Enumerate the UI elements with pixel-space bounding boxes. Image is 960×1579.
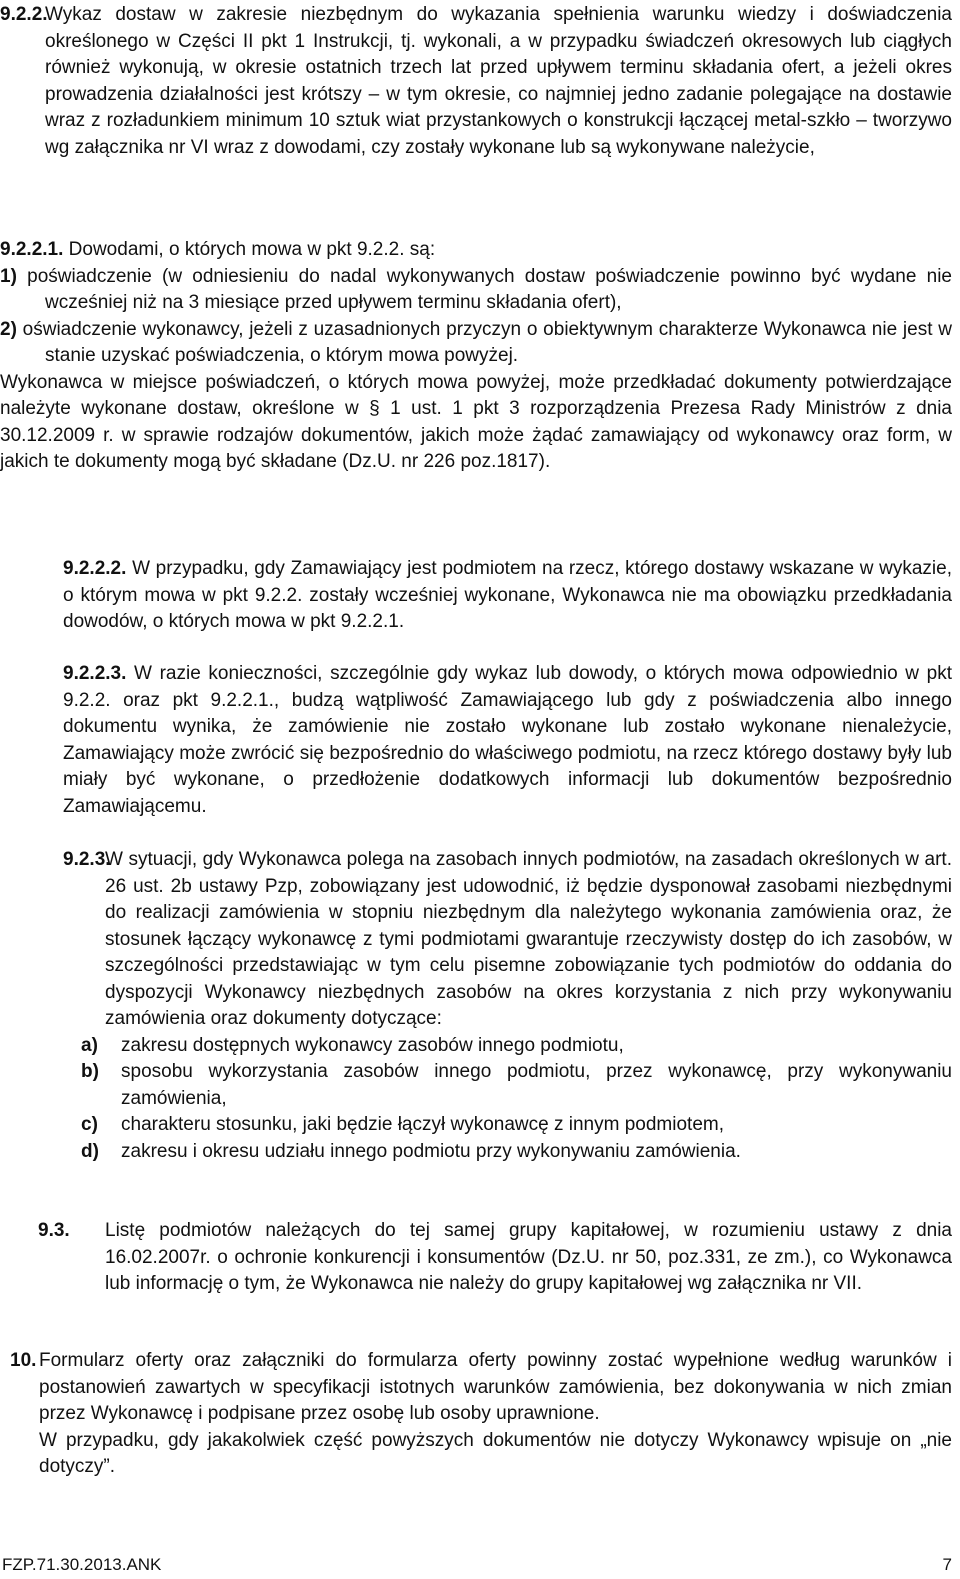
list-label: a) [81, 1034, 98, 1056]
page-number: 7 [942, 1555, 952, 1574]
section-text: W sytuacji, gdy Wykonawca polega na zasobach innych podmiotów, na zasadach określonych w art. 26 ust. 2b ustawy Pzp, zobowiązany jest udowodnić, iż będzie dysponował zasobami niezbędnymi do realizacji zamówienia w stopniu niezbędnym dla należytego wykonania zamówienia oraz, że stosunek łączący wykonawcę z tymi podmiotami gwarantuje rzeczywisty dostęp do ich zasobów, w szczególności przedstawiając w tym celu pisemne zobowiązanie tych podmiotów do oddania do dyspozycji Wykonawcy niezbędnych zasobów na okres korzystania z nich przy wykonywaniu zamówienia oraz dokumenty dotyczące: [105, 849, 952, 1029]
section-9-3 [38, 1218, 952, 1298]
section-body [63, 847, 952, 1033]
list-label: c) [81, 1114, 98, 1135]
section-number: 9.2.2.2. [63, 558, 127, 579]
section-text: Listę podmiotów należących do tej samej grupy kapitałowej, w rozumieniu ustawy z dnia 16.02.2007r. o ochronie konkurencji i konsumentów (Dz.U. nr 50, poz.331, ze zm.), co Wykonawca lub informację o tym, że Wykonawca nie należy do grupy kapitałowej wg załącznika nr VII. [105, 1220, 952, 1294]
paragraph [63, 556, 952, 636]
section-9-2-2-1 [0, 237, 952, 476]
list-item [0, 317, 952, 370]
section-body [38, 1218, 952, 1298]
section-text: Formularz oferty oraz załączniki do formularza oferty powinny zostać wypełnione według warunków i postanowień zawartych w specyfikacji istotnych warunków zamówienia, bez dokonywania w nich zmian przez Wykonawcę i podpisane przez osobę lub osoby uprawnione. [39, 1350, 952, 1424]
list-label: 1) [0, 265, 28, 287]
section-text: Dowodami, o których mowa w pkt 9.2.2. są: [68, 239, 436, 260]
paragraph: Wykonawca w miejsce poświadczeń, o których mowa powyżej, może przedkładać dokumenty potwierdzające należyte wykonane dostaw, określone w § 1 ust. 1 pkt 3 rozporządzenia Prezesa Rady Ministrów z dnia 30.12.2009 r. w sprawie rodzajów dokumentów, jakich może żądać zamawiający od wykonawcy oraz form, w jakich te dokumenty mogą być składane (Dz.U. nr 226 poz.1817). [0, 371, 952, 472]
section-text-2: W przypadku, gdy jakakolwiek część powyższych dokumentów nie dotyczy Wykonawcy wpisuje on „nie dotyczy”. [39, 1429, 952, 1477]
list-text: sposobu wykorzystania zasobów innego podmiotu, przez wykonawcę, przy wykonywaniu zamówienia, [121, 1061, 952, 1109]
section-9-2-2 [0, 2, 952, 161]
list-text: 2) oświadczenie wykonawcy, jeżeli z uzasadnionych przyczyn o obiektywnym charakterze Wykonawca nie jest w stanie uzyskać poświadczenia, o którym mowa powyżej. [0, 318, 952, 366]
list-text: zakresu i okresu udziału innego podmiotu przy wykonywaniu zamówienia. [121, 1140, 741, 1162]
section-number: 10. [10, 1350, 37, 1371]
section-number: 9.2.3. [63, 849, 111, 870]
list-label: b) [81, 1061, 99, 1082]
section-heading [0, 237, 952, 264]
section-10 [10, 1348, 952, 1481]
section-number: 9.3. [38, 1220, 70, 1241]
list-item [63, 1059, 952, 1112]
paragraph [63, 661, 952, 820]
document-code: FZP.71.30.2013.ANK [2, 1555, 162, 1574]
list-label: d) [81, 1140, 99, 1162]
section-number: 9.2.2.1. [0, 239, 64, 260]
section-number: 9.2.2. [0, 4, 48, 25]
list-item [63, 1112, 952, 1139]
list-text: charakteru stosunku, jaki będzie łączył wykonawcę z innym podmiotem, [121, 1114, 724, 1135]
list-item [63, 1033, 952, 1060]
section-9-2-2-2 [63, 556, 952, 636]
list-text: 1) poświadczenie (w odniesieniu do nadal wykonywanych dostaw poświadczenie powinno być wydane nie wcześniej niż na 3 miesiące przed upływem terminu składania ofert), [0, 265, 952, 313]
section-9-2-2-3 [63, 661, 952, 820]
section-9-2-3 [63, 847, 952, 1165]
section-number: 9.2.2.3. [63, 663, 127, 684]
section-text: W przypadku, gdy Zamawiający jest podmiotem na rzecz, którego dostawy wskazane w wykazie, o którym mowa w pkt 9.2.2. zostały wcześniej wykonane, Wykonawca nie ma obowiązku przedkładania dowodów, o których mowa w pkt 9.2.2.1. [63, 558, 952, 632]
section-text: Wykaz dostaw w zakresie niezbędnym do wykazania spełnienia warunku wiedzy i doświadczenia określonego w Części II pkt 1 Instrukcji, tj. wykonali, a w przypadku świadczeń okresowych lub ciągłych również wykonują, w okresie ostatnich trzech lat przed upływem terminu składania ofert, a jeżeli okres prowadzenia działalności jest krótszy – w tym okresie, co najmniej jedno zadanie polegające na dostawie wraz z rozładunkiem minimum 10 sztuk wiat przystankowych o konstrukcji łączącej metal-szkło – tworzywo wg załącznika nr VI wraz z dowodami, czy zostały wykonane lub są wykonywane należycie, [45, 4, 952, 158]
section-text: W razie konieczności, szczególnie gdy wykaz lub dowody, o których mowa odpowiednio w pkt 9.2.2. oraz pkt 9.2.2.1., budzą wątpliwość Zamawiającego lub gdy z poświadczenia albo innego dokumentu wynika, że zamówienie nie zostało wykonane lub zostało wykonane nienależycie, Zamawiający może zwrócić się bezpośrednio do właściwego podmiotu, na rzecz którego dostawy były lub miały być wykonane, o przedłożenie dodatkowych informacji lub dokumentów bezpośrednio Zamawiającemu. [63, 663, 953, 817]
list-item [63, 1139, 952, 1166]
list-text: zakresu dostępnych wykonawcy zasobów innego podmiotu, [121, 1034, 624, 1056]
list-item [0, 264, 952, 317]
list-label: 2) [0, 318, 23, 340]
section-body [10, 1348, 952, 1481]
